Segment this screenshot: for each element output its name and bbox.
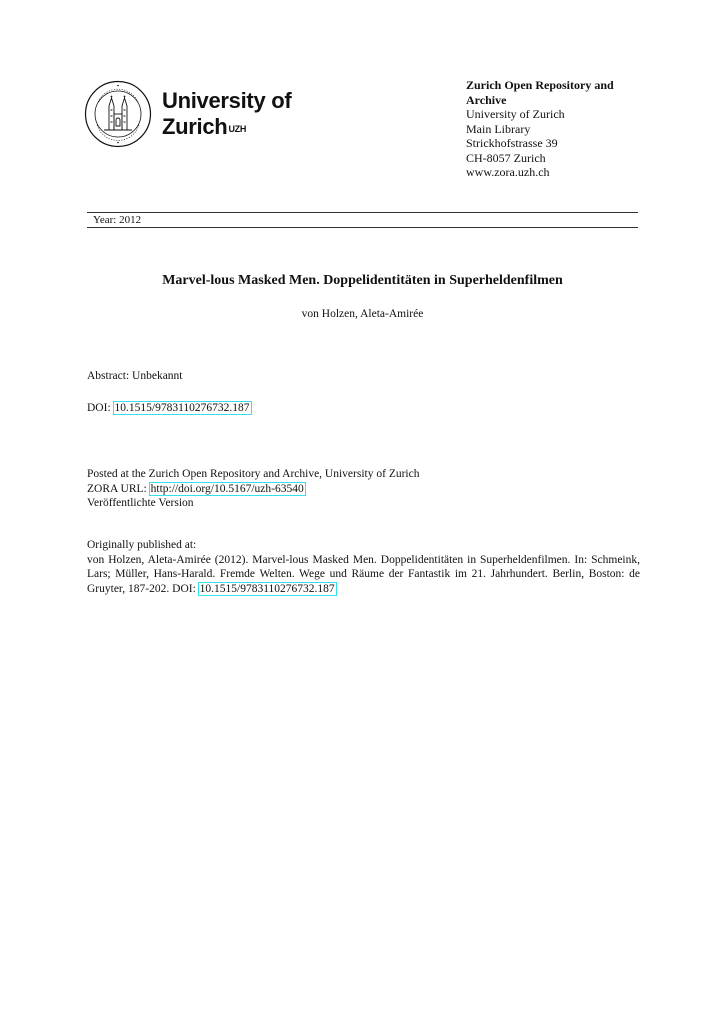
wordmark-zurich: Zurich: [162, 114, 228, 139]
address-website: www.zora.uzh.ch: [466, 165, 550, 179]
zora-url-label: ZORA URL:: [87, 482, 150, 495]
wordmark-line-1: University of: [162, 88, 292, 113]
address-line-3: Strickhofstrasse 39: [466, 136, 558, 150]
posted-statement: Posted at the Zurich Open Repository and Archive, University of Zurich: [87, 468, 420, 480]
repository-address: [466, 78, 656, 180]
doi-label: DOI:: [87, 402, 114, 414]
zora-url-link[interactable]: http://doi.org/10.5167/uzh-63540: [150, 482, 304, 495]
university-wordmark: [162, 88, 291, 140]
address-line-1: University of Zurich: [466, 107, 565, 121]
version-statement: Veröffentlichte Version: [87, 497, 194, 509]
originally-published-heading: Originally published at:: [87, 539, 197, 551]
university-seal-icon: [84, 80, 152, 148]
paper-title: Marvel-lous Masked Men. Doppelidentitäten in Superheldenfilmen: [162, 273, 563, 288]
paper-author: von Holzen, Aleta-Amirée: [301, 308, 424, 320]
posted-info: [87, 467, 640, 511]
university-logo: [84, 80, 304, 150]
abstract: Abstract: Unbekannt: [87, 370, 183, 382]
doi-link[interactable]: 10.1515/9783110276732.187: [114, 402, 250, 414]
repository-name-line-2: Archive: [466, 92, 507, 107]
address-line-4: CH-8057 Zurich: [466, 150, 546, 165]
wordmark-uzh: UZH: [228, 124, 247, 134]
address-line-2: Main Library: [466, 121, 531, 136]
doi-line: [87, 401, 640, 416]
zora-url-line: [87, 482, 640, 497]
citation-text: [87, 553, 640, 597]
citation-body: von Holzen, Aleta-Amirée (2012). Marvel-lous Masked Men. Doppelidentitäten in Superheldenfilmen. In: Schmeink, Lars; Müller, Hans-Harald. Fremde Welten. Wege und Räume der Fantastik im 21. Jahrhundert. Berlin, Boston: de Gruyter, 187-202. DOI:: [87, 553, 640, 595]
citation-doi-link[interactable]: 10.1515/9783110276732.187: [199, 582, 335, 595]
wordmark-line-2: [162, 114, 291, 140]
repository-name-line-1: Zurich Open Repository and: [466, 78, 614, 92]
year-bottom-rule: [87, 227, 638, 228]
publication-year: Year: 2012: [93, 214, 142, 226]
year-top-rule: [87, 212, 638, 213]
originally-published: [87, 538, 640, 596]
